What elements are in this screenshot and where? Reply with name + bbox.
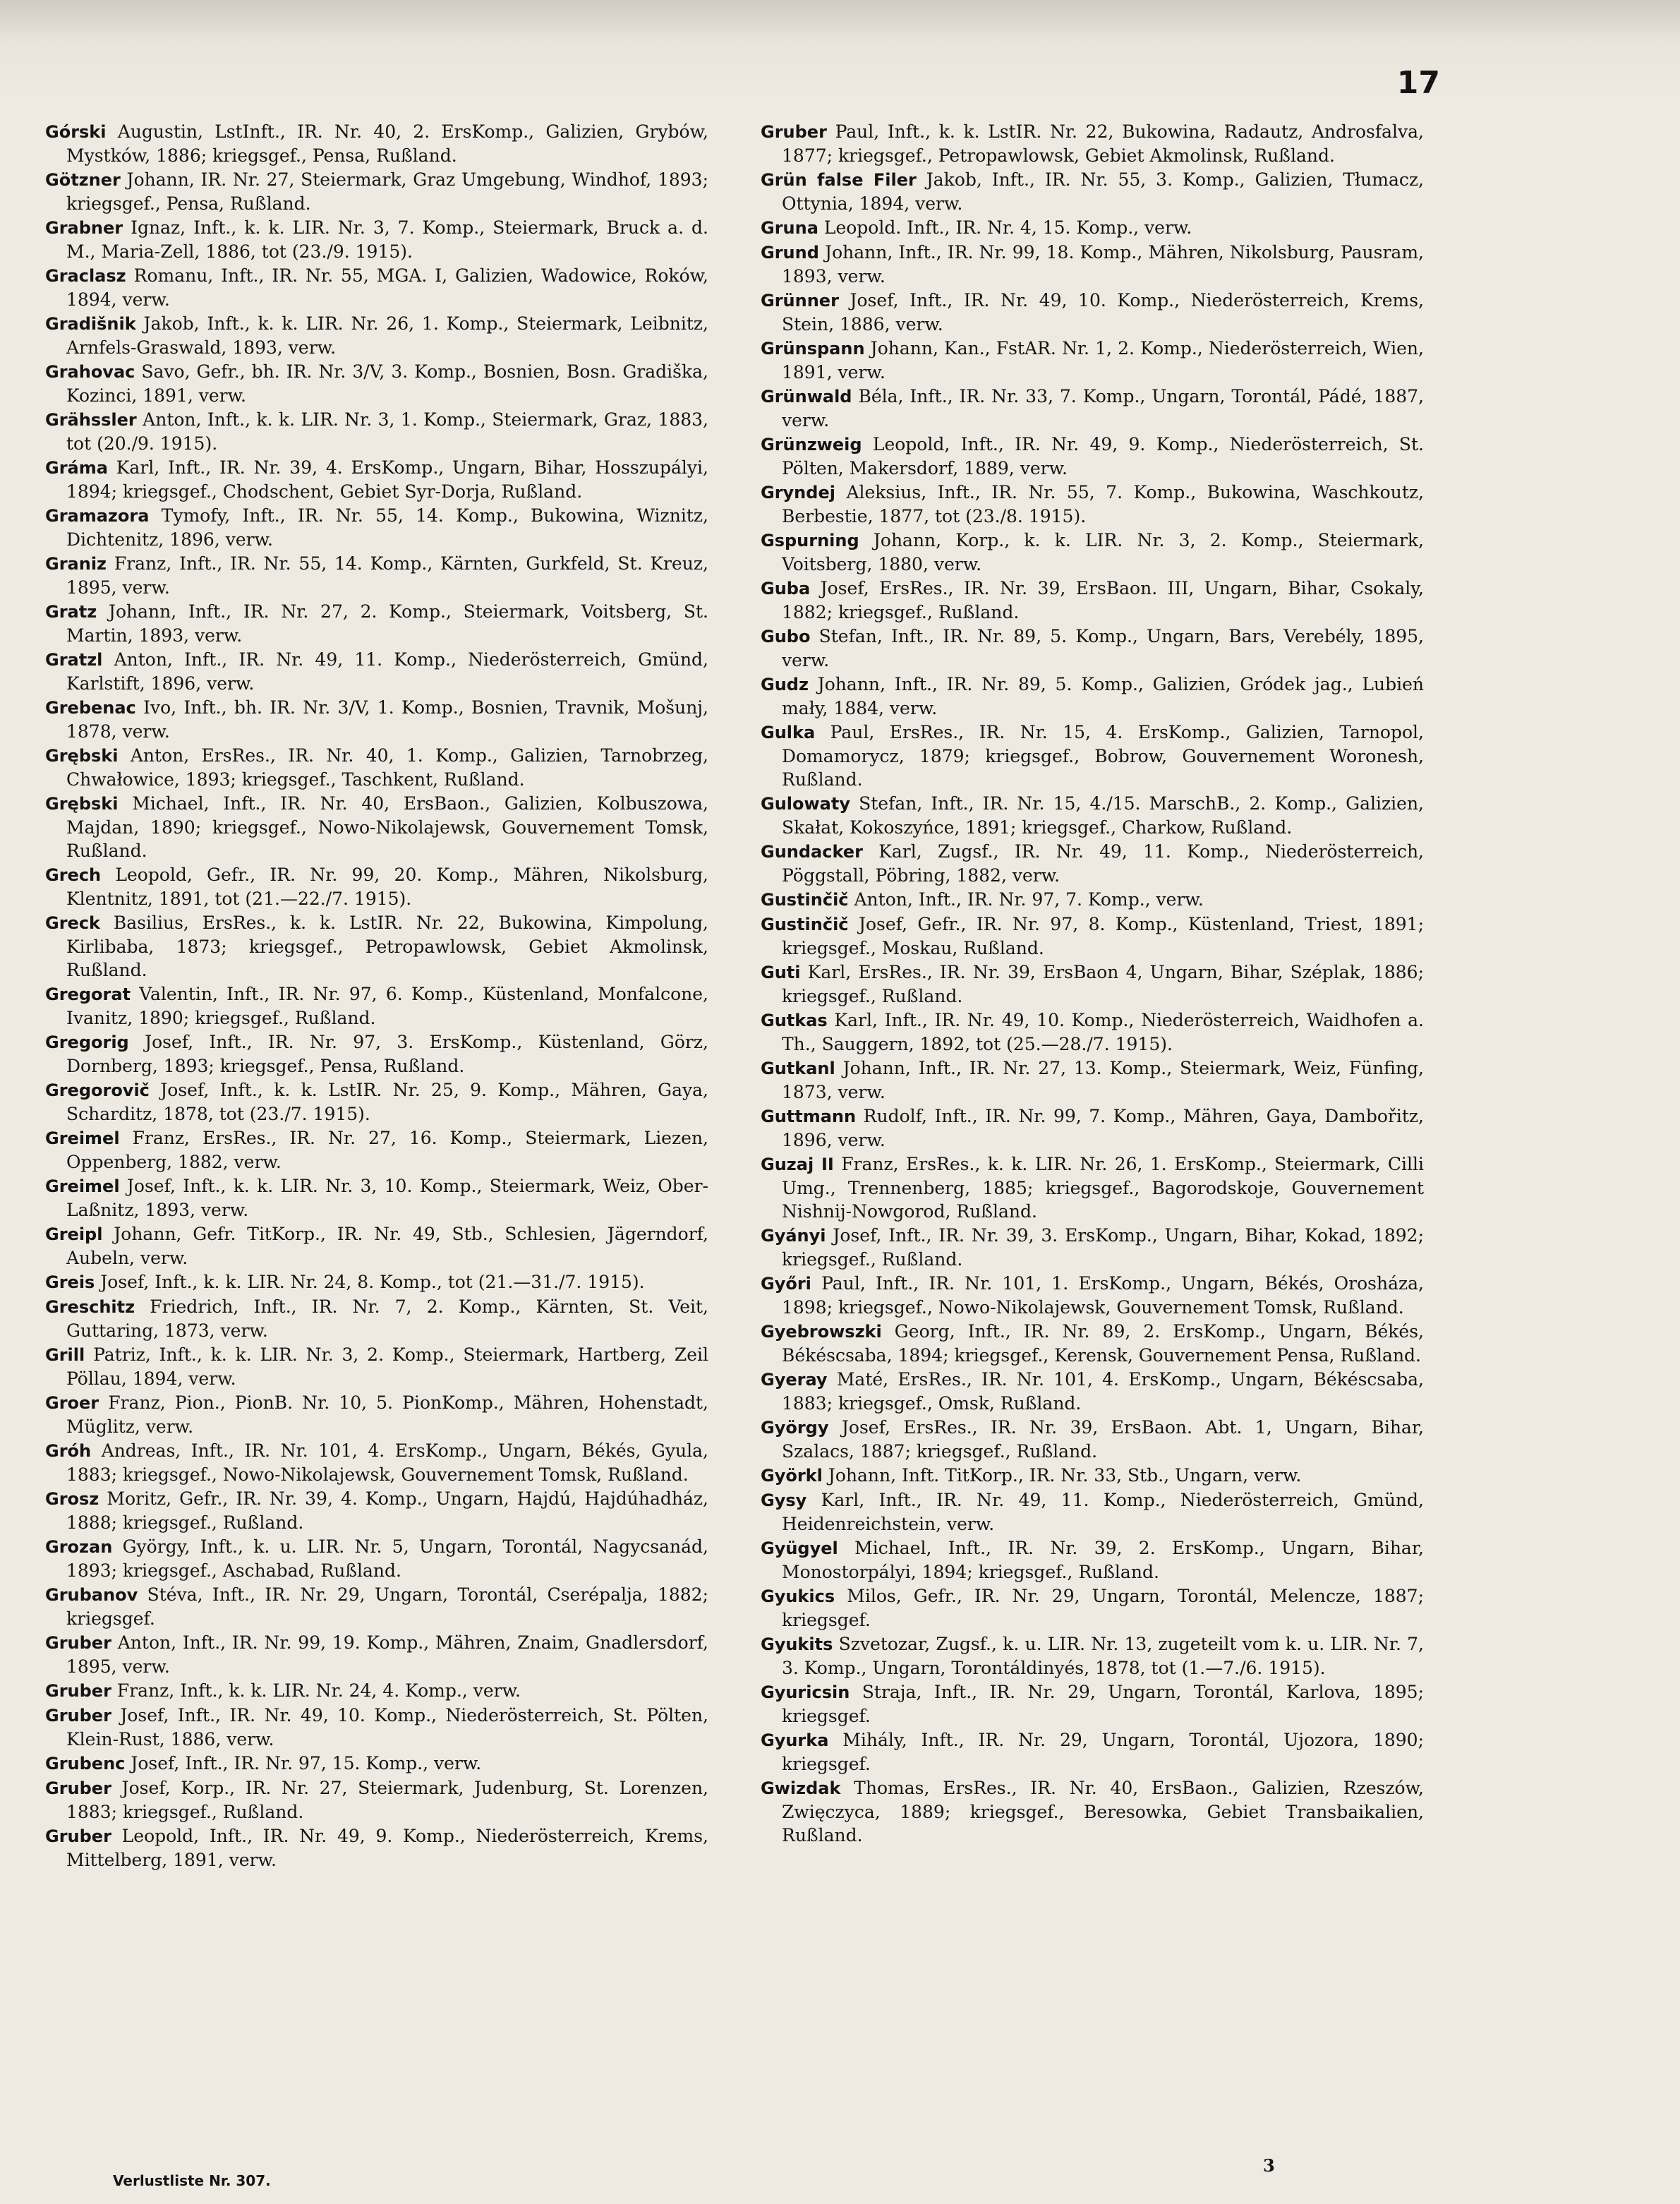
entry-details: Moritz, Gefr., IR. Nr. 39, 4. Komp., Ungarn, Hajdú, Hajdúhadház, 1888; kriegsgef., Rußland. xyxy=(66,1488,708,1533)
entry-details: Josef, Inft., IR. Nr. 97, 3. ErsKomp., Küstenland, Görz, Dornberg, 1893; kriegsgef., Pensa, Rußland. xyxy=(66,1032,708,1076)
entry-surname: Groer xyxy=(45,1393,99,1413)
entry-surname: Gwizdak xyxy=(761,1778,841,1798)
entry-surname: Gróh xyxy=(45,1441,92,1461)
list-entry xyxy=(761,529,1424,576)
entry-details: Karl, Inft., IR. Nr. 49, 10. Komp., Niederösterreich, Waidhofen a. Th., Sauggern, 1892, tot (25.—28./7. 1915). xyxy=(782,1010,1424,1054)
entry-surname: Götzner xyxy=(45,170,121,190)
list-entry xyxy=(45,1824,708,1872)
list-entry xyxy=(761,1056,1424,1104)
entry-details: Leopold, Inft., IR. Nr. 49, 9. Komp., Niederösterreich, Krems, Mittelberg, 1891, verw. xyxy=(66,1826,708,1870)
list-entry xyxy=(761,1368,1424,1415)
entry-details: Friedrich, Inft., IR. Nr. 7, 2. Komp., Kärnten, St. Veit, Guttaring, 1873, verw. xyxy=(66,1296,708,1341)
list-entry xyxy=(45,1222,708,1270)
list-entry xyxy=(45,600,708,647)
list-entry xyxy=(761,1536,1424,1584)
entry-surname: Gruber xyxy=(45,1633,111,1653)
list-entry xyxy=(761,840,1424,887)
list-entry xyxy=(45,1270,708,1294)
list-entry xyxy=(45,982,708,1030)
list-entry xyxy=(761,1632,1424,1680)
list-entry xyxy=(45,120,708,167)
entry-surname: Grubanov xyxy=(45,1585,138,1605)
entry-surname: Grähssler xyxy=(45,410,137,430)
entry-details: Josef, ErsRes., IR. Nr. 39, ErsBaon. III, Ungarn, Bihar, Csokaly, 1882; kriegsgef., Rußland. xyxy=(782,578,1424,622)
entry-details: Franz, Pion., PionB. Nr. 10, 5. PionKomp., Mähren, Hohenstadt, Müglitz, verw. xyxy=(66,1392,708,1437)
page-number: 17 xyxy=(1396,65,1440,101)
list-entry xyxy=(761,1008,1424,1056)
list-entry xyxy=(45,792,708,862)
entry-details: Karl, ErsRes., IR. Nr. 39, ErsBaon 4, Ungarn, Bihar, Széplak, 1886; kriegsgef., Rußland. xyxy=(782,962,1424,1006)
entry-details: Jakob, Inft., IR. Nr. 55, 3. Komp., Galizien, Tłumacz, Ottynia, 1894, verw. xyxy=(782,169,1424,214)
list-entry xyxy=(45,911,708,982)
entry-details: Stefan, Inft., IR. Nr. 15, 4./15. MarschB., 2. Komp., Galizien, Skałat, Kokoszyńce, 1891; kriegsgef., Charkow, Rußland. xyxy=(782,793,1424,838)
entry-surname: Grosz xyxy=(45,1489,99,1509)
entry-details: Anton, Inft., IR. Nr. 99, 19. Komp., Mähren, Znaim, Gnadlersdorf, 1895, verw. xyxy=(66,1632,708,1677)
list-entry xyxy=(761,241,1424,288)
list-entry xyxy=(761,1416,1424,1463)
list-entry xyxy=(761,1680,1424,1728)
list-entry xyxy=(761,888,1424,912)
list-entry xyxy=(761,913,1424,960)
entry-details: Romanu, Inft., IR. Nr. 55, MGA. I, Galizien, Wadowice, Roków, 1894, verw. xyxy=(66,265,708,310)
entry-surname: Grünwald xyxy=(761,387,852,407)
entry-details: Josef, Korp., IR. Nr. 27, Steiermark, Judenburg, St. Lorenzen, 1883; kriegsgef., Rußland. xyxy=(66,1778,708,1822)
entry-surname: Grahovac xyxy=(45,362,135,382)
list-entry xyxy=(45,552,708,599)
list-entry xyxy=(761,1272,1424,1319)
list-entry xyxy=(761,1320,1424,1367)
entry-surname: Grund xyxy=(761,243,819,263)
entry-details: György, Inft., k. u. LIR. Nr. 5, Ungarn, Torontál, Nagycsanád, 1893; kriegsgef., Aschabad, Rußland. xyxy=(66,1536,708,1581)
entry-surname: Grozan xyxy=(45,1537,113,1557)
entry-details: Patriz, Inft., k. k. LIR. Nr. 3, 2. Komp., Steiermark, Hartberg, Zeil Pöllau, 1894, verw. xyxy=(66,1344,708,1389)
entry-surname: Gulowaty xyxy=(761,794,850,814)
entry-details: Leopold, Inft., IR. Nr. 49, 9. Komp., Niederösterreich, St. Pölten, Makersdorf, 1889, verw. xyxy=(782,434,1424,478)
list-entry xyxy=(761,1776,1424,1847)
entry-surname: Grebenac xyxy=(45,698,136,718)
entry-details: Michael, Inft., IR. Nr. 39, 2. ErsKomp., Ungarn, Bihar, Monostorpályi, 1894; kriegsgef., Rußland. xyxy=(782,1538,1424,1582)
list-entry xyxy=(45,1295,708,1342)
entry-details: Anton, Inft., IR. Nr. 97, 7. Komp., verw. xyxy=(848,889,1204,910)
list-entry xyxy=(761,1152,1424,1223)
list-entry xyxy=(45,696,708,743)
entry-details: Aleksius, Inft., IR. Nr. 55, 7. Komp., Bukowina, Waschkoutz, Berbestie, 1877, tot (23./8. 1915). xyxy=(782,482,1424,526)
entry-surname: Gyukits xyxy=(761,1634,833,1654)
list-entry xyxy=(45,1174,708,1222)
entry-surname: Gubo xyxy=(761,627,811,646)
list-entry xyxy=(45,1126,708,1174)
list-entry xyxy=(45,1535,708,1582)
entry-surname: Gryndej xyxy=(761,483,835,502)
entry-details: Ivo, Inft., bh. IR. Nr. 3/V, 1. Komp., Bosnien, Travnik, Mošunj, 1878, verw. xyxy=(66,697,708,742)
entry-details: Franz, ErsRes., IR. Nr. 27, 16. Komp., Steiermark, Liezen, Oppenberg, 1882, verw. xyxy=(66,1128,708,1172)
entry-surname: Gudz xyxy=(761,675,809,694)
list-entry xyxy=(45,1631,708,1678)
entry-details: Milos, Gefr., IR. Nr. 29, Ungarn, Torontál, Melencze, 1887; kriegsgef. xyxy=(782,1586,1424,1630)
entry-surname: Grabner xyxy=(45,218,123,238)
entry-surname: Gyuricsin xyxy=(761,1682,850,1702)
list-entry xyxy=(45,456,708,503)
entry-surname: Grün false Filer xyxy=(761,170,917,190)
entry-details: Valentin, Inft., IR. Nr. 97, 6. Komp., Küstenland, Monfalcone, Ivanitz, 1890; kriegsgef., Rußland. xyxy=(66,984,708,1028)
entry-surname: Gutkanl xyxy=(761,1059,835,1078)
entry-surname: Greimel xyxy=(45,1176,120,1196)
entry-surname: Grill xyxy=(45,1345,85,1365)
entry-details: Paul, ErsRes., IR. Nr. 15, 4. ErsKomp., Galizien, Tarnopol, Domamorycz, 1879; kriegsgef., Bobrow, Gouvernement Woronesh, Rußland. xyxy=(782,722,1424,790)
entry-details: Leopold, Gefr., IR. Nr. 99, 20. Komp., Mähren, Nikolsburg, Klentnitz, 1891, tot (21.—22./7. 1915). xyxy=(66,865,708,909)
list-entry xyxy=(761,481,1424,528)
entry-surname: Gyányi xyxy=(761,1226,826,1246)
entry-details: Josef, Inft., k. k. LIR. Nr. 24, 8. Komp., tot (21.—31./7. 1915). xyxy=(95,1272,645,1292)
entry-details: Johann, Kan., FstAR. Nr. 1, 2. Komp., Niederösterreich, Wien, 1891, verw. xyxy=(782,338,1424,383)
entry-details: Johann, Inft. TitKorp., IR. Nr. 33, Stb., Ungarn, verw. xyxy=(822,1465,1302,1486)
entry-surname: Gysy xyxy=(761,1491,807,1510)
entry-surname: Gruber xyxy=(761,122,827,142)
entry-details: Szvetozar, Zugsf., k. u. LIR. Nr. 13, zugeteilt vom k. u. LIR. Nr. 7, 3. Komp., Ungarn, Torontáldinyés, 1878, tot (1.—7./6. 1915). xyxy=(782,1634,1424,1678)
entry-details: Béla, Inft., IR. Nr. 33, 7. Komp., Ungarn, Torontál, Pádé, 1887, verw. xyxy=(782,386,1424,430)
list-entry xyxy=(45,504,708,551)
entry-details: Josef, Gefr., IR. Nr. 97, 8. Komp., Küstenland, Triest, 1891; kriegsgef., Moskau, Rußland. xyxy=(782,914,1424,958)
entry-surname: Górski xyxy=(45,122,107,142)
entry-details: Karl, Inft., IR. Nr. 39, 4. ErsKomp., Ungarn, Bihar, Hosszupályi, 1894; kriegsgef., Chodschent, Gebiet Syr-Dorja, Rußland. xyxy=(66,457,708,502)
list-entry xyxy=(45,360,708,407)
entry-details: Paul, Inft., IR. Nr. 101, 1. ErsKomp., Ungarn, Békés, Orosháza, 1898; kriegsgef., Nowo-Nikolajewsk, Gouvernement Tomsk, Rußland. xyxy=(782,1273,1424,1318)
entry-surname: Gruber xyxy=(45,1681,111,1701)
entry-surname: Gustinčič xyxy=(761,915,849,934)
entry-details: Johann, Inft., IR. Nr. 27, 13. Komp., Steiermark, Weiz, Fünfing, 1873, verw. xyxy=(782,1058,1424,1102)
entry-surname: Gruber xyxy=(45,1778,111,1798)
list-entry xyxy=(45,1776,708,1824)
list-entry xyxy=(45,1487,708,1534)
list-entry xyxy=(761,577,1424,624)
entry-details: Anton, ErsRes., IR. Nr. 40, 1. Komp., Galizien, Tarnobrzeg, Chwałowice, 1893; kriegsgef., Taschkent, Rußland. xyxy=(66,745,708,790)
entry-surname: Greck xyxy=(45,913,100,933)
entry-details: Johann, Inft., IR. Nr. 89, 5. Komp., Galizien, Gródek jag., Lubień mały, 1884, verw. xyxy=(782,674,1424,718)
entry-surname: Greschitz xyxy=(45,1297,135,1317)
list-entry xyxy=(761,792,1424,839)
entry-surname: Gratz xyxy=(45,602,97,622)
entry-details: Johann, Inft., IR. Nr. 27, 2. Komp., Steiermark, Voitsberg, St. Martin, 1893, verw. xyxy=(66,601,708,646)
list-entry xyxy=(761,1464,1424,1488)
list-entry xyxy=(761,216,1424,240)
entry-details: Michael, Inft., IR. Nr. 40, ErsBaon., Galizien, Kolbuszowa, Majdan, 1890; kriegsgef., Nowo-Nikolajewsk, Gouvernement Tomsk, Rußland. xyxy=(66,793,708,861)
list-entry xyxy=(761,289,1424,336)
entry-surname: Graclasz xyxy=(45,266,126,286)
entry-details: Franz, ErsRes., k. k. LIR. Nr. 26, 1. ErsKomp., Steiermark, Cilli Umg., Trennenberg, 1885; kriegsgef., Bagorodskoje, Gouvernement Nishnij-Nowgorod, Rußland. xyxy=(782,1154,1425,1222)
list-entry xyxy=(761,1584,1424,1632)
signature-mark: 3 xyxy=(1263,2155,1275,2176)
entry-surname: Gregorat xyxy=(45,984,131,1004)
list-entry xyxy=(761,1488,1424,1536)
list-entry xyxy=(761,168,1424,215)
right-column xyxy=(761,120,1424,1848)
entry-surname: Gramazora xyxy=(45,506,150,526)
entry-surname: Guttmann xyxy=(761,1107,857,1126)
list-entry xyxy=(761,721,1424,791)
entry-surname: Grünzweig xyxy=(761,435,862,454)
entry-surname: Greipl xyxy=(45,1224,103,1244)
list-entry xyxy=(761,961,1424,1008)
entry-details: Anton, Inft., IR. Nr. 49, 11. Komp., Niederösterreich, Gmünd, Karlstift, 1896, verw. xyxy=(66,649,708,694)
entry-details: Johann, Inft., IR. Nr. 99, 18. Komp., Mähren, Nikolsburg, Pausram, 1893, verw. xyxy=(782,242,1424,287)
entry-details: Johann, Gefr. TitKorp., IR. Nr. 49, Stb., Schlesien, Jägerndorf, Aubeln, verw. xyxy=(66,1224,708,1268)
entry-surname: Grünner xyxy=(761,291,839,311)
entry-details: Savo, Gefr., bh. IR. Nr. 3/V, 3. Komp., Bosnien, Bosn. Gradiška, Kozinci, 1891, verw. xyxy=(66,361,708,406)
footer-text: Verlustliste Nr. 307. xyxy=(113,2172,271,2189)
entry-details: Josef, Inft., IR. Nr. 49, 10. Komp., Niederösterreich, St. Pölten, Klein-Rust, 1886, verw. xyxy=(66,1705,708,1750)
entry-surname: Grębski xyxy=(45,746,119,766)
entry-details: Josef, Inft., k. k. LIR. Nr. 3, 10. Komp., Steiermark, Weiz, Ober-Laßnitz, 1893, verw. xyxy=(66,1176,708,1220)
entry-details: Maté, ErsRes., IR. Nr. 101, 4. ErsKomp., Ungarn, Békéscsaba, 1883; kriegsgef., Omsk, Rußland. xyxy=(782,1369,1424,1414)
entry-surname: György xyxy=(761,1418,829,1438)
entry-details: Thomas, ErsRes., IR. Nr. 40, ErsBaon., Galizien, Rzeszów, Zwięczyca, 1889; kriegsgef., Beresowka, Gebiet Transbaikalien, Rußland. xyxy=(782,1778,1424,1845)
entry-details: Rudolf, Inft., IR. Nr. 99, 7. Komp., Mähren, Gaya, Dambořitz, 1896, verw. xyxy=(782,1106,1424,1150)
entry-details: Basilius, ErsRes., k. k. LstIR. Nr. 22, Bukowina, Kimpolung, Kirlibaba, 1873; kriegsgef., Petropawlowsk, Gebiet Akmolinsk, Rußland. xyxy=(66,913,708,980)
entry-details: Leopold. Inft., IR. Nr. 4, 15. Komp., verw. xyxy=(818,217,1192,238)
list-entry xyxy=(45,1078,708,1126)
list-entry xyxy=(761,120,1424,167)
entry-details: Stéva, Inft., IR. Nr. 29, Ungarn, Torontál, Cserépalja, 1882; kriegsgef. xyxy=(66,1584,708,1629)
list-entry xyxy=(761,433,1424,480)
list-entry xyxy=(45,648,708,695)
entry-details: Karl, Zugsf., IR. Nr. 49, 11. Komp., Niederösterreich, Pöggstall, Pöbring, 1882, verw. xyxy=(782,841,1424,886)
entry-surname: Gyukics xyxy=(761,1586,835,1606)
entry-details: Tymofy, Inft., IR. Nr. 55, 14. Komp., Bukowina, Wiznitz, Dichtenitz, 1896, verw. xyxy=(66,505,708,550)
list-entry xyxy=(45,1030,708,1078)
entry-details: Straja, Inft., IR. Nr. 29, Ungarn, Torontál, Karlova, 1895; kriegsgef. xyxy=(782,1682,1424,1726)
entry-details: Josef, Inft., IR. Nr. 49, 10. Komp., Niederösterreich, Krems, Stein, 1886, verw. xyxy=(782,290,1424,335)
entry-surname: Guti xyxy=(761,963,801,982)
entry-surname: Gratzl xyxy=(45,650,103,670)
entry-surname: Greimel xyxy=(45,1128,120,1148)
entry-surname: Gyebrowszki xyxy=(761,1322,882,1342)
list-entry xyxy=(761,1728,1424,1776)
entry-surname: Greis xyxy=(45,1272,95,1292)
entry-surname: Gspurning xyxy=(761,531,859,550)
list-entry xyxy=(45,1752,708,1776)
entry-details: Stefan, Inft., IR. Nr. 89, 5. Komp., Ungarn, Bars, Verebély, 1895, verw. xyxy=(782,626,1424,670)
left-column xyxy=(45,120,708,1872)
entry-surname: Gregorovič xyxy=(45,1080,150,1100)
entry-surname: Guzaj II xyxy=(761,1155,834,1174)
list-entry xyxy=(45,1439,708,1486)
list-entry xyxy=(45,1583,708,1630)
entry-surname: Grünspann xyxy=(761,339,865,359)
entry-surname: Gundacker xyxy=(761,842,863,862)
entry-surname: Grębski xyxy=(45,794,119,814)
entry-details: Paul, Inft., k. k. LstIR. Nr. 22, Bukowina, Radautz, Androsfalva, 1877; kriegsgef., Petropawlowsk, Gebiet Akmolinsk, Rußland. xyxy=(782,121,1424,166)
entry-details: Augustin, LstInft., IR. Nr. 40, 2. ErsKomp., Galizien, Grybów, Mystków, 1886; kriegsgef., Pensa, Rußland. xyxy=(66,121,708,166)
list-entry xyxy=(761,673,1424,720)
entry-details: Ignaz, Inft., k. k. LIR. Nr. 3, 7. Komp., Steiermark, Bruck a. d. M., Maria-Zell, 1886, tot (23./9. 1915). xyxy=(66,217,708,262)
entry-surname: Gutkas xyxy=(761,1011,828,1030)
list-entry xyxy=(761,1104,1424,1152)
entry-surname: Gustinčič xyxy=(761,890,849,910)
entry-details: Anton, Inft., k. k. LIR. Nr. 3, 1. Komp., Steiermark, Graz, 1883, tot (20./9. 1915). xyxy=(66,409,708,454)
entry-details: Franz, Inft., k. k. LIR. Nr. 24, 4. Komp., verw. xyxy=(111,1680,521,1701)
list-entry xyxy=(761,337,1424,384)
entry-surname: Gruber xyxy=(45,1706,111,1726)
list-entry xyxy=(45,744,708,791)
entry-details: Josef, ErsRes., IR. Nr. 39, ErsBaon. Abt. 1, Ungarn, Bihar, Szalacs, 1887; kriegsgef., Rußland. xyxy=(782,1417,1424,1462)
entry-surname: Grech xyxy=(45,865,102,885)
entry-surname: Györkl xyxy=(761,1466,823,1486)
entry-details: Johann, Korp., k. k. LIR. Nr. 3, 2. Komp., Steiermark, Voitsberg, 1880, verw. xyxy=(782,530,1424,574)
list-entry xyxy=(45,168,708,215)
entry-details: Mihály, Inft., IR. Nr. 29, Ungarn, Torontál, Ujozora, 1890; kriegsgef. xyxy=(782,1730,1424,1774)
entry-surname: Gulka xyxy=(761,723,816,742)
entry-surname: Graniz xyxy=(45,554,107,574)
entry-surname: Gradišnik xyxy=(45,314,136,334)
list-entry xyxy=(45,1343,708,1390)
list-entry xyxy=(45,264,708,311)
entry-details: Andreas, Inft., IR. Nr. 101, 4. ErsKomp., Ungarn, Békés, Gyula, 1883; kriegsgef., Nowo-Nikolajewsk, Gouvernement Tomsk, Rußland. xyxy=(66,1440,708,1485)
entry-surname: Győri xyxy=(761,1274,811,1294)
list-entry xyxy=(45,1679,708,1703)
entry-details: Johann, IR. Nr. 27, Steiermark, Graz Umgebung, Windhof, 1893; kriegsgef., Pensa, Rußland. xyxy=(66,169,708,214)
entry-details: Karl, Inft., IR. Nr. 49, 11. Komp., Niederösterreich, Gmünd, Heidenreichstein, verw. xyxy=(782,1490,1424,1534)
entry-surname: Gyeray xyxy=(761,1370,828,1390)
entry-details: Franz, Inft., IR. Nr. 55, 14. Komp., Kärnten, Gurkfeld, St. Kreuz, 1895, verw. xyxy=(66,553,708,598)
entry-details: Josef, Inft., k. k. LstIR. Nr. 25, 9. Komp., Mähren, Gaya, Scharditz, 1878, tot (23./7. 1915). xyxy=(66,1080,708,1124)
list-entry xyxy=(45,1391,708,1438)
list-entry xyxy=(761,385,1424,432)
entry-surname: Gyurka xyxy=(761,1730,829,1750)
list-entry xyxy=(45,863,708,910)
list-entry xyxy=(761,1224,1424,1271)
entry-surname: Gyügyel xyxy=(761,1538,838,1558)
entry-surname: Gregorig xyxy=(45,1032,129,1052)
entry-details: Jakob, Inft., k. k. LIR. Nr. 26, 1. Komp., Steiermark, Leibnitz, Arnfels-Graswald, 1893, verw. xyxy=(66,313,708,358)
entry-surname: Grubenc xyxy=(45,1754,126,1774)
entry-details: Josef, Inft., IR. Nr. 97, 15. Komp., verw. xyxy=(125,1753,482,1774)
list-entry xyxy=(45,312,708,359)
entry-surname: Guba xyxy=(761,579,811,598)
list-entry xyxy=(761,625,1424,672)
list-entry xyxy=(45,216,708,263)
list-entry xyxy=(45,408,708,455)
list-entry xyxy=(45,1704,708,1751)
entry-surname: Gráma xyxy=(45,458,108,478)
entry-details: Josef, Inft., IR. Nr. 39, 3. ErsKomp., Ungarn, Bihar, Kokad, 1892; kriegsgef., Rußland. xyxy=(782,1225,1424,1270)
entry-surname: Gruna xyxy=(761,218,818,238)
entry-surname: Gruber xyxy=(45,1826,111,1846)
entry-details: Georg, Inft., IR. Nr. 89, 2. ErsKomp., Ungarn, Békés, Békéscsaba, 1894; kriegsgef., Kerensk, Gouvernement Pensa, Rußland. xyxy=(782,1321,1424,1366)
